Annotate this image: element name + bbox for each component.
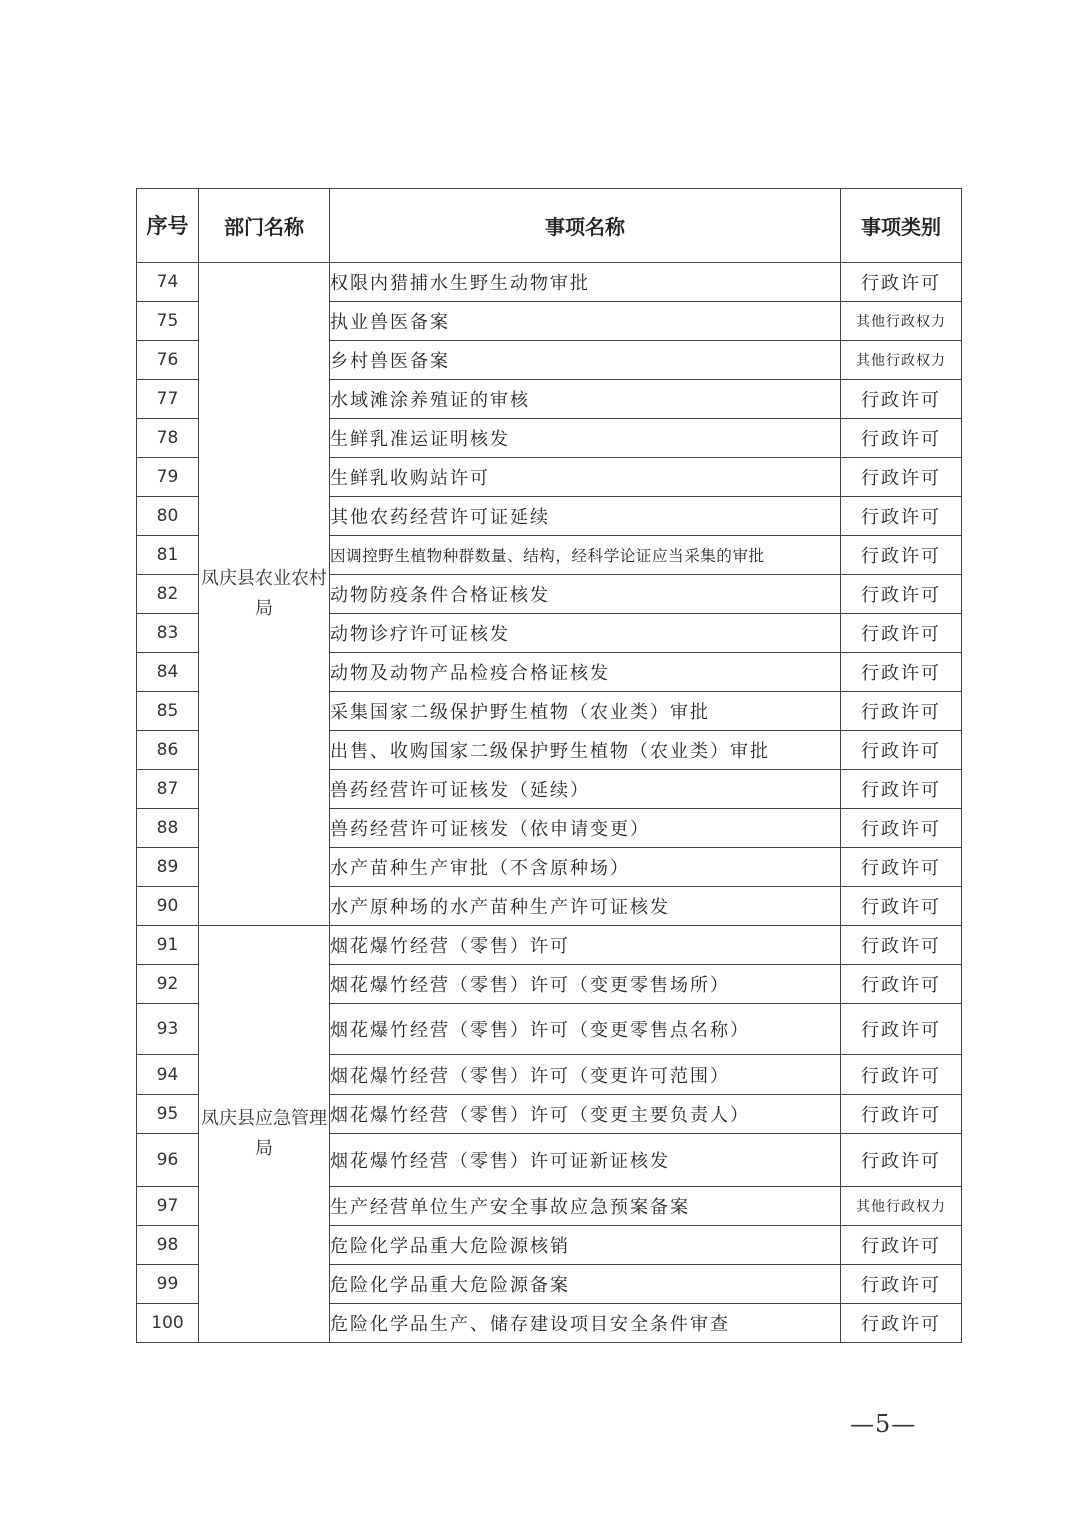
row-number: 77 bbox=[137, 380, 199, 419]
row-number: 90 bbox=[137, 887, 199, 926]
dept-emergency: 凤庆县应急管理局 bbox=[199, 926, 330, 1343]
header-dept: 部门名称 bbox=[199, 189, 330, 263]
page-number: —5— bbox=[850, 1410, 917, 1438]
item-name: 生产经营单位生产安全事故应急预案备案 bbox=[330, 1187, 841, 1226]
header-row bbox=[137, 189, 962, 263]
item-name: 乡村兽医备案 bbox=[330, 341, 841, 380]
item-name: 水域滩涂养殖证的审核 bbox=[330, 380, 841, 419]
row-number: 93 bbox=[137, 1004, 199, 1055]
item-category: 行政许可 bbox=[841, 1226, 962, 1265]
item-category: 行政许可 bbox=[841, 731, 962, 770]
table-row bbox=[137, 926, 962, 965]
row-number: 80 bbox=[137, 497, 199, 536]
item-name: 兽药经营许可证核发（依申请变更） bbox=[330, 809, 841, 848]
row-number: 86 bbox=[137, 731, 199, 770]
item-category: 行政许可 bbox=[841, 1304, 962, 1343]
header-item: 事项名称 bbox=[330, 189, 841, 263]
row-number: 91 bbox=[137, 926, 199, 965]
item-name: 其他农药经营许可证延续 bbox=[330, 497, 841, 536]
matters-table bbox=[136, 188, 962, 1343]
item-category: 行政许可 bbox=[841, 458, 962, 497]
item-category: 行政许可 bbox=[841, 1095, 962, 1134]
row-number: 87 bbox=[137, 770, 199, 809]
item-name: 权限内猎捕水生野生动物审批 bbox=[330, 263, 841, 302]
row-number: 76 bbox=[137, 341, 199, 380]
item-category: 行政许可 bbox=[841, 614, 962, 653]
row-number: 100 bbox=[137, 1304, 199, 1343]
item-category: 行政许可 bbox=[841, 536, 962, 575]
row-number: 84 bbox=[137, 653, 199, 692]
item-name: 水产苗种生产审批（不含原种场） bbox=[330, 848, 841, 887]
row-number: 85 bbox=[137, 692, 199, 731]
item-name: 烟花爆竹经营（零售）许可（变更零售场所） bbox=[330, 965, 841, 1004]
item-category: 行政许可 bbox=[841, 653, 962, 692]
row-number: 99 bbox=[137, 1265, 199, 1304]
item-category: 行政许可 bbox=[841, 1004, 962, 1055]
item-name: 动物及动物产品检疫合格证核发 bbox=[330, 653, 841, 692]
item-name: 危险化学品重大危险源核销 bbox=[330, 1226, 841, 1265]
header-category: 事项类别 bbox=[841, 189, 962, 263]
row-number: 98 bbox=[137, 1226, 199, 1265]
row-number: 79 bbox=[137, 458, 199, 497]
item-category: 行政许可 bbox=[841, 809, 962, 848]
item-name: 烟花爆竹经营（零售）许可（变更零售点名称） bbox=[330, 1004, 841, 1055]
row-number: 97 bbox=[137, 1187, 199, 1226]
row-number: 92 bbox=[137, 965, 199, 1004]
item-category: 行政许可 bbox=[841, 848, 962, 887]
item-name: 烟花爆竹经营（零售）许可（变更许可范围） bbox=[330, 1055, 841, 1095]
row-number: 74 bbox=[137, 263, 199, 302]
row-number: 82 bbox=[137, 575, 199, 614]
item-name: 执业兽医备案 bbox=[330, 302, 841, 341]
item-name: 烟花爆竹经营（零售）许可证新证核发 bbox=[330, 1134, 841, 1187]
item-category: 其他行政权力 bbox=[841, 1187, 962, 1226]
row-number: 81 bbox=[137, 536, 199, 575]
row-number: 88 bbox=[137, 809, 199, 848]
row-number: 95 bbox=[137, 1095, 199, 1134]
item-name: 危险化学品生产、储存建设项目安全条件审查 bbox=[330, 1304, 841, 1343]
item-category: 行政许可 bbox=[841, 380, 962, 419]
header-seq: 序号 bbox=[137, 189, 199, 263]
item-category: 行政许可 bbox=[841, 965, 962, 1004]
item-category: 行政许可 bbox=[841, 770, 962, 809]
item-category: 行政许可 bbox=[841, 1134, 962, 1187]
item-category: 行政许可 bbox=[841, 1265, 962, 1304]
item-category: 行政许可 bbox=[841, 497, 962, 536]
table-row bbox=[137, 263, 962, 302]
item-category: 行政许可 bbox=[841, 887, 962, 926]
item-name: 烟花爆竹经营（零售）许可 bbox=[330, 926, 841, 965]
item-name: 采集国家二级保护野生植物（农业类）审批 bbox=[330, 692, 841, 731]
row-number: 78 bbox=[137, 419, 199, 458]
row-number: 83 bbox=[137, 614, 199, 653]
item-category: 行政许可 bbox=[841, 419, 962, 458]
item-name: 生鲜乳收购站许可 bbox=[330, 458, 841, 497]
row-number: 89 bbox=[137, 848, 199, 887]
item-name: 动物防疫条件合格证核发 bbox=[330, 575, 841, 614]
item-category: 行政许可 bbox=[841, 1055, 962, 1095]
item-category: 行政许可 bbox=[841, 692, 962, 731]
row-number: 96 bbox=[137, 1134, 199, 1187]
item-name: 动物诊疗许可证核发 bbox=[330, 614, 841, 653]
item-name: 生鲜乳准运证明核发 bbox=[330, 419, 841, 458]
item-name: 出售、收购国家二级保护野生植物（农业类）审批 bbox=[330, 731, 841, 770]
item-name: 兽药经营许可证核发（延续） bbox=[330, 770, 841, 809]
item-name: 烟花爆竹经营（零售）许可（变更主要负责人） bbox=[330, 1095, 841, 1134]
dept-agriculture: 凤庆县农业农村局 bbox=[199, 263, 330, 926]
item-name: 危险化学品重大危险源备案 bbox=[330, 1265, 841, 1304]
item-name: 水产原种场的水产苗种生产许可证核发 bbox=[330, 887, 841, 926]
item-category: 其他行政权力 bbox=[841, 302, 962, 341]
item-category: 其他行政权力 bbox=[841, 341, 962, 380]
item-name: 因调控野生植物种群数量、结构，经科学论证应当采集的审批 bbox=[330, 536, 841, 575]
item-category: 行政许可 bbox=[841, 263, 962, 302]
row-number: 75 bbox=[137, 302, 199, 341]
item-category: 行政许可 bbox=[841, 926, 962, 965]
row-number: 94 bbox=[137, 1055, 199, 1095]
item-category: 行政许可 bbox=[841, 575, 962, 614]
